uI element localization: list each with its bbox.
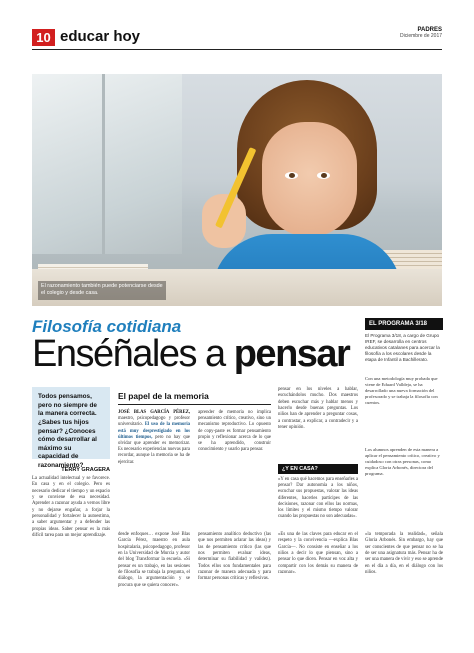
photo-caption: El razonamiento también puede potenciarse desde el colegio y desde casa. [38,281,166,300]
brand-name: PADRES [417,27,442,33]
photo-eye-left [285,172,298,179]
memory-author-role: maestro, psicopedagogo y profesor universitario. [118,416,190,428]
pull-quote: Todos pensamos, pero no siempre de la manera correcta. ¿Sabes tus hijos pensar? ¿Conoces cómo desarrollar al máximo su capacidad de razonamiento? [32,387,110,459]
memory-box-divider [118,404,271,405]
hero-photo [32,74,442,306]
body-column-4: pensar en los niveles a hablar, escuchándolos mucho. Dos maestros deben escuchar más y hablar menos y hacerlo desde buenas preguntas. Los niños han de aprender a preguntar cosas, a contrastar, a explicar, a contradecir y a tener opinión. [278,387,358,430]
sidebar-title: EL PROGRAMA 3/18 [365,318,443,330]
body-column-1: La actualidad intelectual y se favorece. En casa y en el colegio. Pero es necesario dedicar el tiempo y un espacio y se conviene de esa necesidad. Aprender a razonar ayuda a vernos libre y no dejarse engañar, a forjar la personalidad y fortalecer la autoestima, a saber argumentar y a defender las propias ideas. Saber pensar es la más difícil tarea para un mejor aprendizaje. [32,476,110,538]
masthead [400,27,442,39]
memory-box-column-b: aprender de memoria no implica pensamiento crítico, creativo, sino un mecanismo reproductivo. Lo opuesto de copy-paste es formar pensamiento propio y reflexionar acerca de lo que se ha aprendido, construir conocimiento y usarlo para pensar. [198,410,271,453]
headline-regular: Enséñales a [32,333,234,375]
memory-box-column-a [118,410,190,466]
body-column-5: «Es una de las claves para educar en el respeto y la convivencia —explica Blas García—. No consiste en enseñar a los niños a decir lo que piensan, sino a pensar lo que dicen. Pensar en voz alta y compartir con los demás su manera de razonar». [278,532,358,575]
page-number: 10 [32,29,55,46]
issue-date: Diciembre de 2017 [400,33,442,39]
body-column-2: desde enfoques… expone José Blas García Pérez, maestro en aula hospitalaria, psicopedagogo, profesor en la Universidad de Murcia y autor del blog Transformar la escuela. «Si pensar es un trabajo, en las sesiones de filosofía se trabaja la pregunta, el diálogo, la argumentación y se procura que se quiera conocer». [118,532,190,588]
header-divider [32,49,442,50]
section-title: educar hoy [60,28,141,45]
at-home-text: «Y en casa qué hacemos para enseñarles a pensar? Dar autonomía a los niños, escuchar sus propuestas, valorar las ideas diferentes, hacerles partícipes de las decisiones, razonar con ellos las normas, los límites y el mismo tiempo valorar cuando las propuestas no son adecuadas». [278,477,358,520]
photo-eye-right [317,172,330,179]
program-sidebar [365,318,443,376]
byline: TERRY GRAGERA [61,467,110,473]
headline-bold: pensar [233,333,350,375]
at-home-title: ¿Y EN CASA? [278,464,358,474]
body-column-6: «la temporada la realidad», señala Gloria Arbonés. Sin embargo, hay que ser conscientes de que pensar no se ha de ser una asignatura más. Pensar ha de ser una manera de vivir y eso se aprende en el día a día, en el diálogo con los niños. [365,532,443,575]
sidebar-lead: Con una metodología muy probada que viene de Eduard Valldeja, se ha desarrollado una nueva formación del profesorado y se trabaja la filosofía con cuentos. [365,376,438,405]
memory-body-a: pero no hay que olvidar que aprender es memorizar. Es necesario experiencias nuevas para recordar, aunque la memoria se ha de ejercitar. [118,434,191,465]
article-headline [32,335,349,373]
memory-box-title: El papel de la memoria [118,391,209,401]
body-column-3: pensamiento analítico deductivo (las que nos permiten aclarar las ideas) y las de pensamiento crítico (las que nos permiten evaluar ideas, determinar su fiabilidad y validez). Todos ellos son fundamentales para razonar de manera adecuada y para formar personas críticas y reflexivas. [198,532,271,582]
memory-author: JOSÉ BLAS GARCÍA PÉREZ, [118,410,190,415]
sidebar-intro: El Programa 3/18, a cargo de Grupo IREF, se desarrolla en centros educativos catalanes para acercar la filosofía a los escolares desde la etapa de Infantil a Bachillerato. [365,333,440,362]
memory-highlight: El uso de la memoria está muy desprestigiado en los últimos tiempos, [118,422,191,440]
sidebar-continued: Los alumnos aprenden de esta manera a aplicar el pensamiento crítico, creativo y cuidadoso con otras personas, como explica Gloria Arbonés, directora del programa. [365,447,440,476]
photo-window [32,74,182,254]
photo-child-face [262,122,357,237]
article-kicker: Filosofía cotidiana [32,317,182,336]
